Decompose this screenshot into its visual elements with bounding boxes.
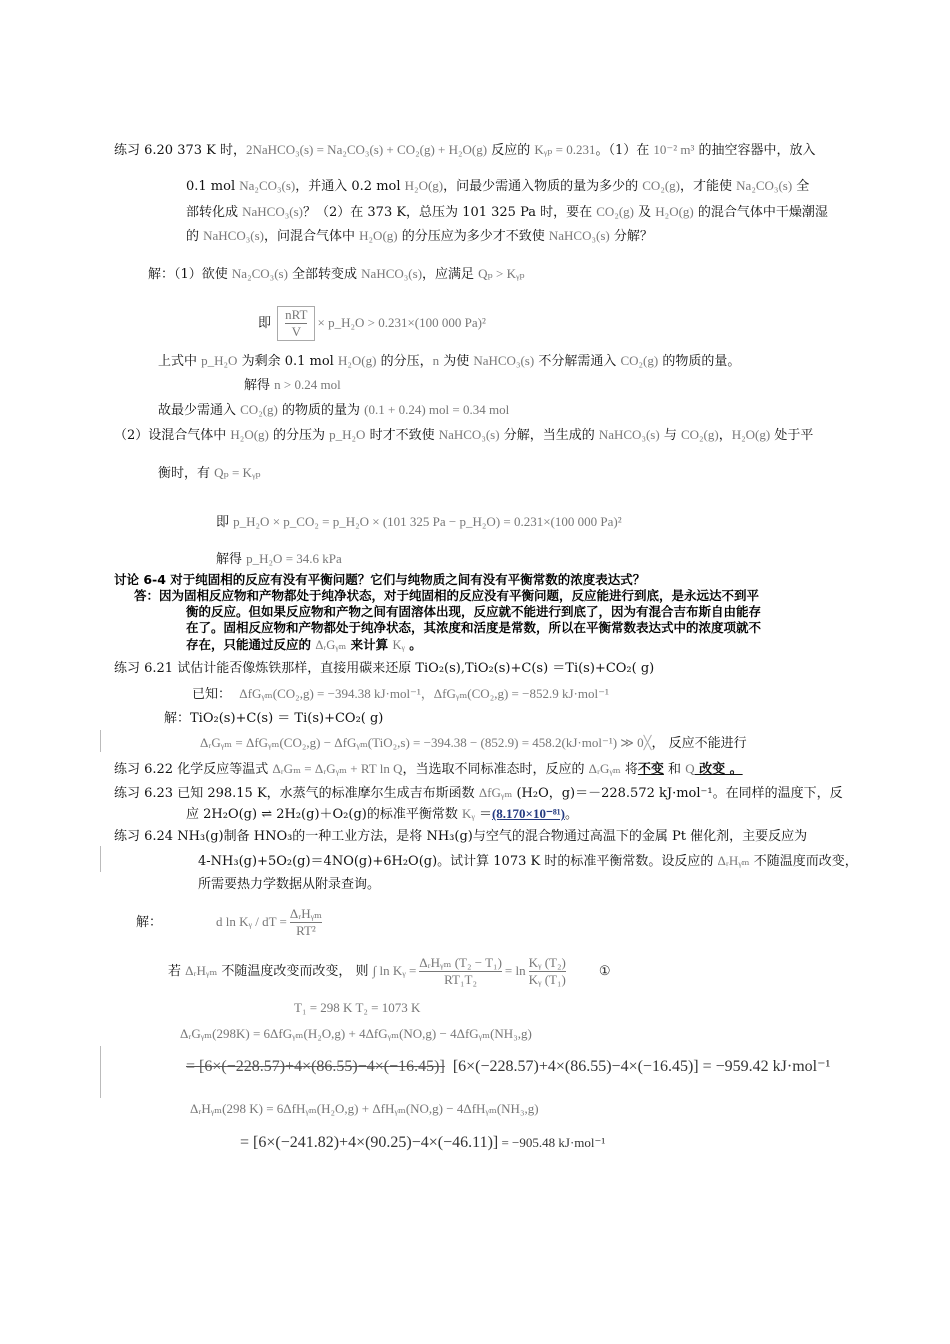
- answer-changed: 改变 。: [694, 762, 743, 777]
- exercise-6-24-line2: 4-NH₃(g)+5O₂(g)＝4NO(g)+6H₂O(g)。试计算 1073 K 时的标准平衡常数。设反应的 ΔᵣHᵧₘ 不随温度而改变，: [198, 853, 858, 869]
- solution-6-20-line6: （2）设混合气体中 H₂O(g) 的分压为 p_H₂O 时才不致使 NaHCO₃(s) 分解，当生成的 NaHCO₃(s) 与 CO₂(g)，H₂O(g) 处于平: [114, 427, 814, 443]
- change-bar: [100, 730, 101, 752]
- equation-number-1: ①: [598, 964, 611, 979]
- exercise-6-23-line2: 应 2H₂O(g) ⇌ 2H₂(g)＋O₂(g)的标准平衡常数 Kᵧ ＝(8.170×10⁻⁸¹)。: [186, 806, 578, 822]
- answer-equilibrium-constant: (8.170×10⁻⁸¹): [491, 806, 565, 821]
- change-bar: [100, 846, 101, 872]
- solution-6-20-line3: 上式中 p_H₂O 为剩余 0.1 mol H₂O(g) 的分压，n 为使 NaHCO₃(s) 不分解需通入 CO₂(g) 的物质的量。: [158, 353, 741, 369]
- answer-unchanged: 不变: [637, 762, 664, 777]
- exercise-6-24-line3: 所需要热力学数据从附录查询。: [198, 877, 381, 892]
- solution-6-24-enthalpy-result: = [6×(−241.82)+4×(90.25)−4×(−46.11)] = −905.48 kJ·mol⁻¹: [240, 1134, 606, 1151]
- solution-6-24-gibbs: ΔᵣGᵧₘ(298K) = 6ΔfGᵧₘ(H₂O,g) + 4ΔfGᵧₘ(NO,g) − 4ΔfGᵧₘ(NH₃,g): [180, 1026, 532, 1041]
- change-bar: [100, 1046, 101, 1098]
- solution-6-24-gibbs-result: = [6×(−228.57)+4×(86.55)−4×(−16.45)] [6×(−228.57)+4×(86.55)−4×(−16.45)] = −959.42 kJ·mol⁻¹: [186, 1058, 831, 1075]
- exercise-6-24-line1: 练习 6.24 NH₃(g)制备 HNO₃的一种工业方法，是将 NH₃(g)与空气的混合物通过高温下的金属 Pt 催化剂，主要反应为: [114, 829, 808, 844]
- exercise-6-21-solution: 解：TiO₂(s)+C(s) ＝ Ti(s)+CO₂( g): [164, 711, 384, 726]
- exercise-6-21-given: 已知： ΔfGᵧₘ(CO₂,g) = −394.38 kJ·mol⁻¹，ΔfGᵧₘ(CO₂,g) = −852.9 kJ·mol⁻¹: [192, 686, 609, 702]
- exercise-6-20-line3: 部转化成 NaHCO₃(s)？（2）在 373 K，总压为 101 325 Pa 时，要在 CO₂(g) 及 H₂O(g) 的混合气体中干燥潮湿: [186, 204, 828, 220]
- solution-6-20-line1: 解：（1）欲使 Na₂CO₃(s) 全部转变成 NaHCO₃(s)，应满足 Qₚ > Kᵧₚ: [148, 266, 525, 282]
- discussion-6-4-answer-line3: 在了。固相反应物和产物都处于纯净状态，其浓度和活度是常数，所以在平衡常数表达式中的浓度项就不: [186, 620, 762, 635]
- exercise-6-22: 练习 6.22 化学反应等温式 ΔᵣGₘ = ΔᵣGᵧₘ + RT ln Q，当选取不同标准态时，反应的 ΔᵣGᵧₘ 将不变 和 Q 改变 。: [114, 761, 743, 777]
- solution-6-24-enthalpy: ΔᵣHᵧₘ(298 K) = 6ΔfHᵧₘ(H₂O,g) + ΔfHᵧₘ(NO,g) − 4ΔfHᵧₘ(NH₃,g): [190, 1101, 539, 1116]
- exercise-6-20-line4: 的 NaHCO₃(s)，问混合气体中 H₂O(g) 的分压应为多少才不致使 NaHCO₃(s) 分解？: [186, 228, 653, 244]
- solution-6-24-temperatures: T₁ = 298 K T₂ = 1073 K: [294, 1000, 421, 1015]
- exercise-6-23-line1: 练习 6.23 已知 298.15 K，水蒸气的标准摩尔生成吉布斯函数 ΔfGᵧₘ (H₂O，g)＝－228.572 kJ·mol⁻¹。在同样的温度下，反: [114, 785, 843, 801]
- solution-6-20-line7: 衡时，有 Qₚ = Kᵧₚ: [158, 465, 261, 481]
- solution-6-20-equation1: 即 $\frac{\text{nRT}}{V}$ × p_H₂O > 0.231×(100 000 Pa)²: [258, 307, 486, 339]
- solution-6-20-equation2: 即 p_H₂O × p_CO₂ = p_H₂O × (101 325 Pa − p_H₂O) = 0.231×(100 000 Pa)²: [216, 514, 622, 530]
- solution-6-24-line2: 若 ΔᵣHᵧₘ 不随温度改变而改变， 则 ∫ ln Kᵧ = $\frac{\text{ΔᵣHᵧₘ (T₂ − T₁)}}{\text{RT₁T₂}}$ = ln $\frac{\text{Kᵧ (T₂)}}{\text{Kᵧ (T₁)}}$ ①: [168, 955, 611, 987]
- exercise-6-21-line1: 练习 6.21 试估计能否像炼铁那样，直接用碳来还原 TiO₂(s),TiO₂(s)+C(s) ＝Ti(s)+CO₂( g): [114, 661, 655, 676]
- exercise-6-20-line1: 练习 6.20 373 K 时，2NaHCO₃(s) = Na₂CO₃(s) + CO₂(g) + H₂O(g) 反应的 Kᵧₚ = 0.231。（1）在 10⁻² m³ 的抽空容器中，放入: [114, 142, 816, 158]
- solution-6-24-line1: 解： d ln Kᵧ / dT = $\frac{\text{ΔᵣHᵧₘ}}{\text{RT²}}$: [136, 906, 323, 938]
- solution-6-20-line4: 解得 n > 0.24 mol: [244, 377, 341, 393]
- discussion-6-4-answer-line1: 答：因为固相反应物和产物都处于纯净状态，对于纯固相的反应没有平衡问题，反应能进行到底，是永远达不到平: [134, 588, 760, 603]
- exercise-6-21-calc: ΔᵣGᵧₘ = ΔfGᵧₘ(CO₂,g) − ΔfGᵧₘ(TiO₂,s) = −394.38 − (852.9) = 458.2(kJ·mol⁻¹) ≫ 0╳， 反应不能进行: [200, 735, 747, 751]
- discussion-6-4-answer-line4: 存在，只能通过反应的 ΔᵣGᵧₘ 来计算 Kᵧ 。: [186, 637, 422, 652]
- solution-6-20-line5: 故最少需通入 CO₂(g) 的物质的量为 (0.1 + 0.24) mol = 0.34 mol: [158, 402, 510, 418]
- discussion-6-4-question: 讨论 6-4 对于纯固相的反应有没有平衡问题？它们与纯物质之间有没有平衡常数的浓度表达式？: [114, 572, 646, 587]
- discussion-6-4-answer-line2: 衡的反应。但如果反应物和产物之间有固溶体出现，反应就不能进行到底了，因为有混合吉布斯自由能存: [186, 604, 762, 619]
- solution-6-20-result: 解得 p_H₂O = 34.6 kPa: [216, 551, 342, 567]
- exercise-6-20-line2: 0.1 mol Na₂CO₃(s)，并通入 0.2 mol H₂O(g)，问最少需通入物质的量为多少的 CO₂(g)，才能使 Na₂CO₃(s) 全: [186, 178, 810, 194]
